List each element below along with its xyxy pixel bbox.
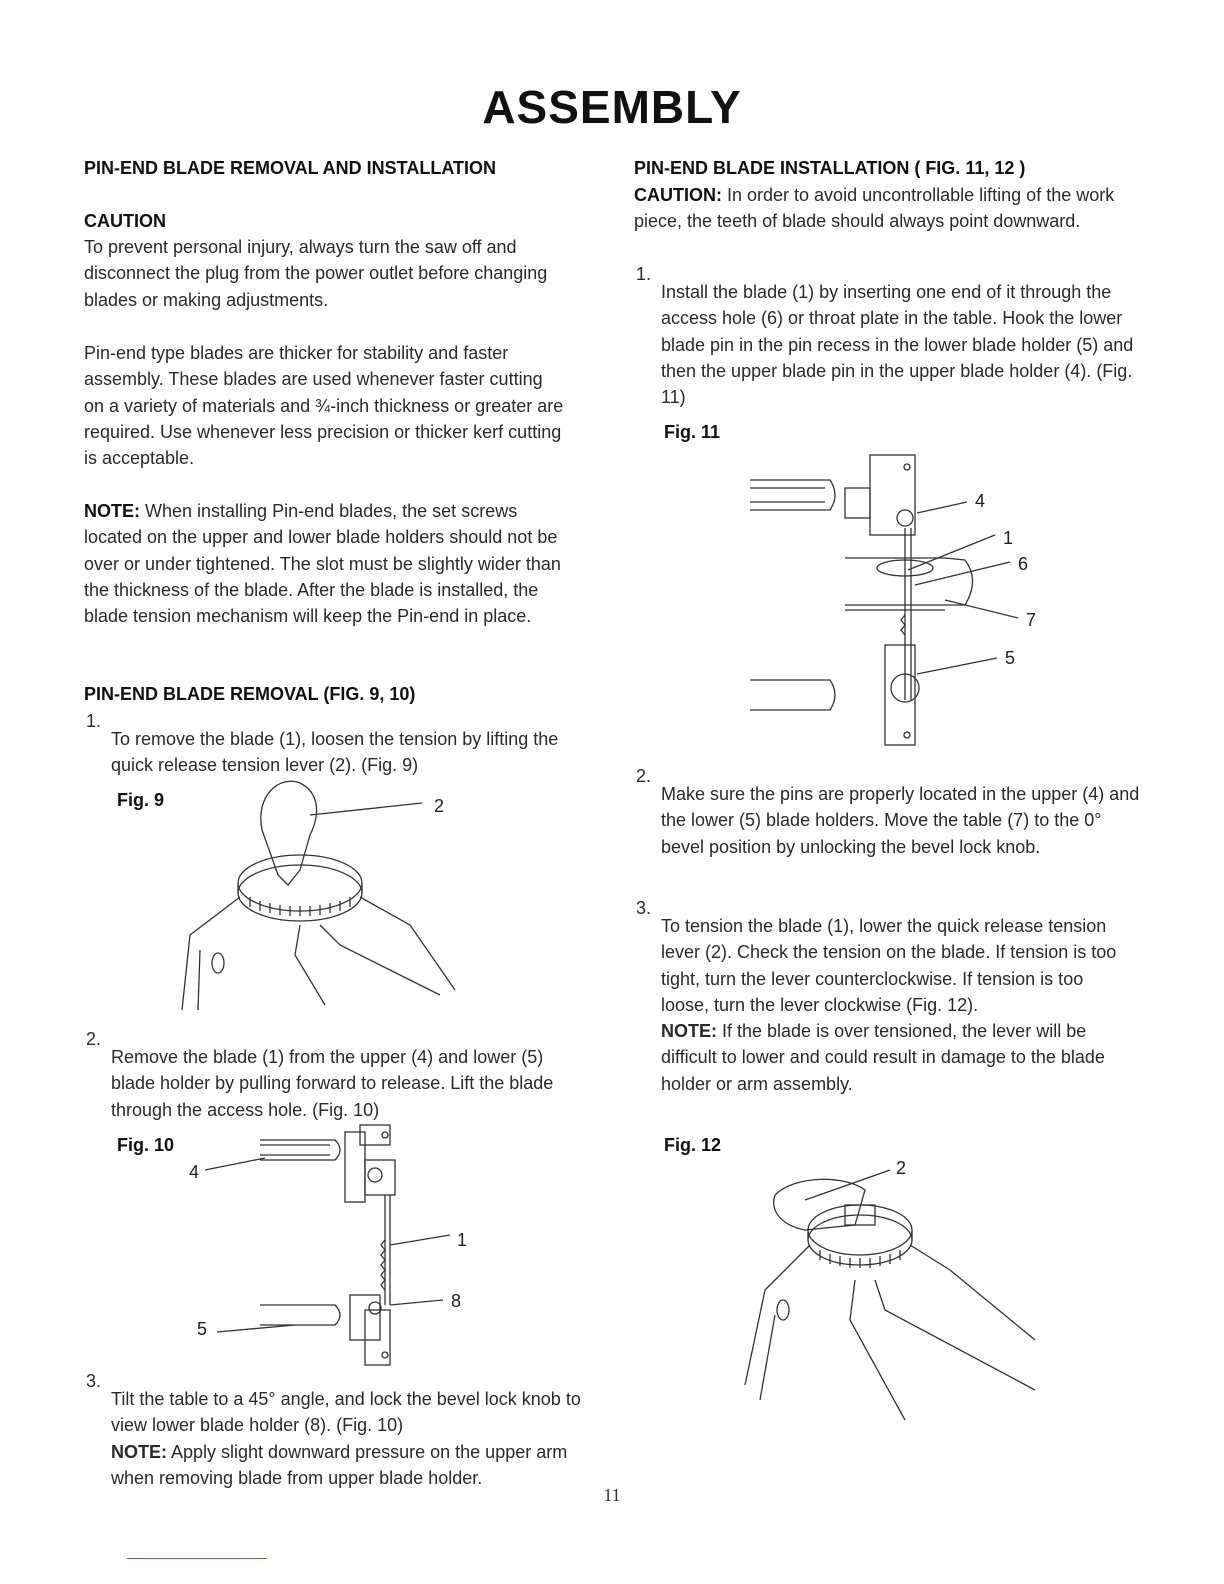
fig11-lower-arm — [750, 680, 835, 710]
install-caution — [634, 182, 1124, 235]
page-title: ASSEMBLY — [482, 81, 742, 133]
page-number: 11 — [603, 1485, 621, 1505]
note-label: NOTE: — [84, 501, 140, 521]
install-step-2-number: 2. — [636, 766, 652, 786]
fig11-illustration — [745, 450, 1045, 750]
fig11-callout-4: 4 — [975, 491, 986, 511]
fig11-callout-5: 5 — [1005, 648, 1016, 668]
fig11-label: Fig. 11 — [664, 422, 721, 442]
fig11-callout-6: 6 — [1018, 554, 1029, 574]
install-caution-text: In order to avoid uncontrollable lifting of the work piece, the teeth of blade should always point downward. — [634, 185, 1115, 232]
install-caution-label: CAUTION: — [634, 185, 722, 205]
removal-step-3-note-text: Apply slight downward pressure on the upper arm when removing blade from upper blade holder. — [111, 1441, 568, 1488]
fig10-label: Fig. 10 — [117, 1135, 175, 1155]
removal-step-1-number: 1. — [86, 711, 102, 731]
fig10-callout-1: 1 — [457, 1230, 468, 1250]
fig10-callout-8: 8 — [451, 1291, 462, 1311]
install-step-3-text: To tension the blade (1), lower the quick release tension lever (2). Check the tension on the blade. If tension is too tight, turn the lever counterclockwise. If tension is too loose, turn the lever clockwise (Fig. 12). — [661, 916, 1117, 1015]
fig11-callout-7: 7 — [1026, 610, 1037, 630]
fig10-callout-4: 4 — [189, 1162, 200, 1182]
fig12-leader — [805, 1170, 890, 1200]
install-step-2-text: Make sure the pins are properly located in the upper (4) and the lower (5) blade holders. Move the table (7) to the 0° bevel position by unlocking the bevel lock knob. — [661, 784, 1140, 857]
fig10-callout-5: 5 — [197, 1319, 208, 1339]
removal-heading: PIN-END BLADE REMOVAL (FIG. 9, 10) — [84, 684, 416, 704]
note-text: When installing Pin-end blades, the set screws located on the upper and lower blade holders should not be over or under tightened. The slot must be slightly wider than the thickness of the blade. After the blade is installed, the blade tension mechanism will keep the Pin-end in place. — [84, 501, 561, 627]
fig10-upper-arm — [260, 1140, 340, 1160]
fig9-label: Fig. 9 — [117, 790, 165, 810]
fig9-callout-2: 2 — [434, 796, 445, 816]
fig12-illustration — [735, 1150, 1045, 1425]
intro-text: Pin-end type blades are thicker for stability and faster assembly. These blades are used whenever faster cutting on a variety of materials and ¾-inch thickness or greater are required. Use whenever less precision or thicker kerf cutting is acceptable. — [84, 343, 564, 469]
fig11-upper-arm — [750, 480, 835, 510]
install-step-3-note-text: If the blade is over tensioned, the lever will be difficult to lower and could result in damage to the blade holder or arm assembly. — [661, 1021, 1105, 1094]
install-heading: PIN-END BLADE INSTALLATION ( FIG. 11, 12 ) — [634, 158, 1026, 178]
fig11-table — [845, 558, 973, 605]
install-step-1-number: 1. — [636, 264, 652, 284]
fig10-lower-arm — [260, 1305, 340, 1325]
removal-step-2-number: 2. — [86, 1029, 102, 1049]
fig12-callout-2: 2 — [896, 1158, 907, 1178]
install-step-3-number: 3. — [636, 898, 652, 918]
fig11-callout-1: 1 — [1003, 528, 1014, 548]
removal-step-3-text: Tilt the table to a 45° angle, and lock the bevel lock knob to view lower blade holder (8). (Fig. 10) — [111, 1389, 581, 1436]
removal-step-2-text: Remove the blade (1) from the upper (4) and lower (5) blade holder by pulling forward to release. Lift the blade through the access hole. (Fig. 10) — [111, 1047, 554, 1120]
removal-step-3-note-label: NOTE: — [111, 1441, 167, 1462]
removal-step-3-number: 3. — [86, 1371, 102, 1391]
fig12-label: Fig. 12 — [664, 1135, 722, 1155]
removal-step-1-text: To remove the blade (1), loosen the tension by lifting the quick release tension lever (2). (Fig. 9) — [111, 729, 559, 776]
removal-step-3-paragraph — [111, 1386, 586, 1491]
install-step-3-paragraph — [661, 913, 1136, 1097]
footer-rule — [127, 1558, 267, 1559]
install-step-3-note-label: NOTE: — [661, 1021, 717, 1042]
note-paragraph — [84, 498, 579, 629]
fig9-illustration — [170, 775, 470, 1010]
fig10-illustration — [185, 1120, 485, 1370]
install-step-1-text: Install the blade (1) by inserting one end of it through the access hole (6) or throat plate in the table. Hook the lower blade pin in the pin recess in the lower blade holder (5) and then the upper blade pin in the upper blade holder (4). (Fig. 11) — [661, 282, 1134, 408]
caution-heading: CAUTION — [84, 211, 166, 231]
fig9-lever — [261, 781, 317, 885]
section-heading: PIN-END BLADE REMOVAL AND INSTALLATION — [84, 158, 496, 178]
caution-text: To prevent personal injury, always turn the saw off and disconnect the plug from the power outlet before changing blades or making adjustments. — [84, 237, 548, 310]
fig9-leader — [310, 803, 422, 815]
